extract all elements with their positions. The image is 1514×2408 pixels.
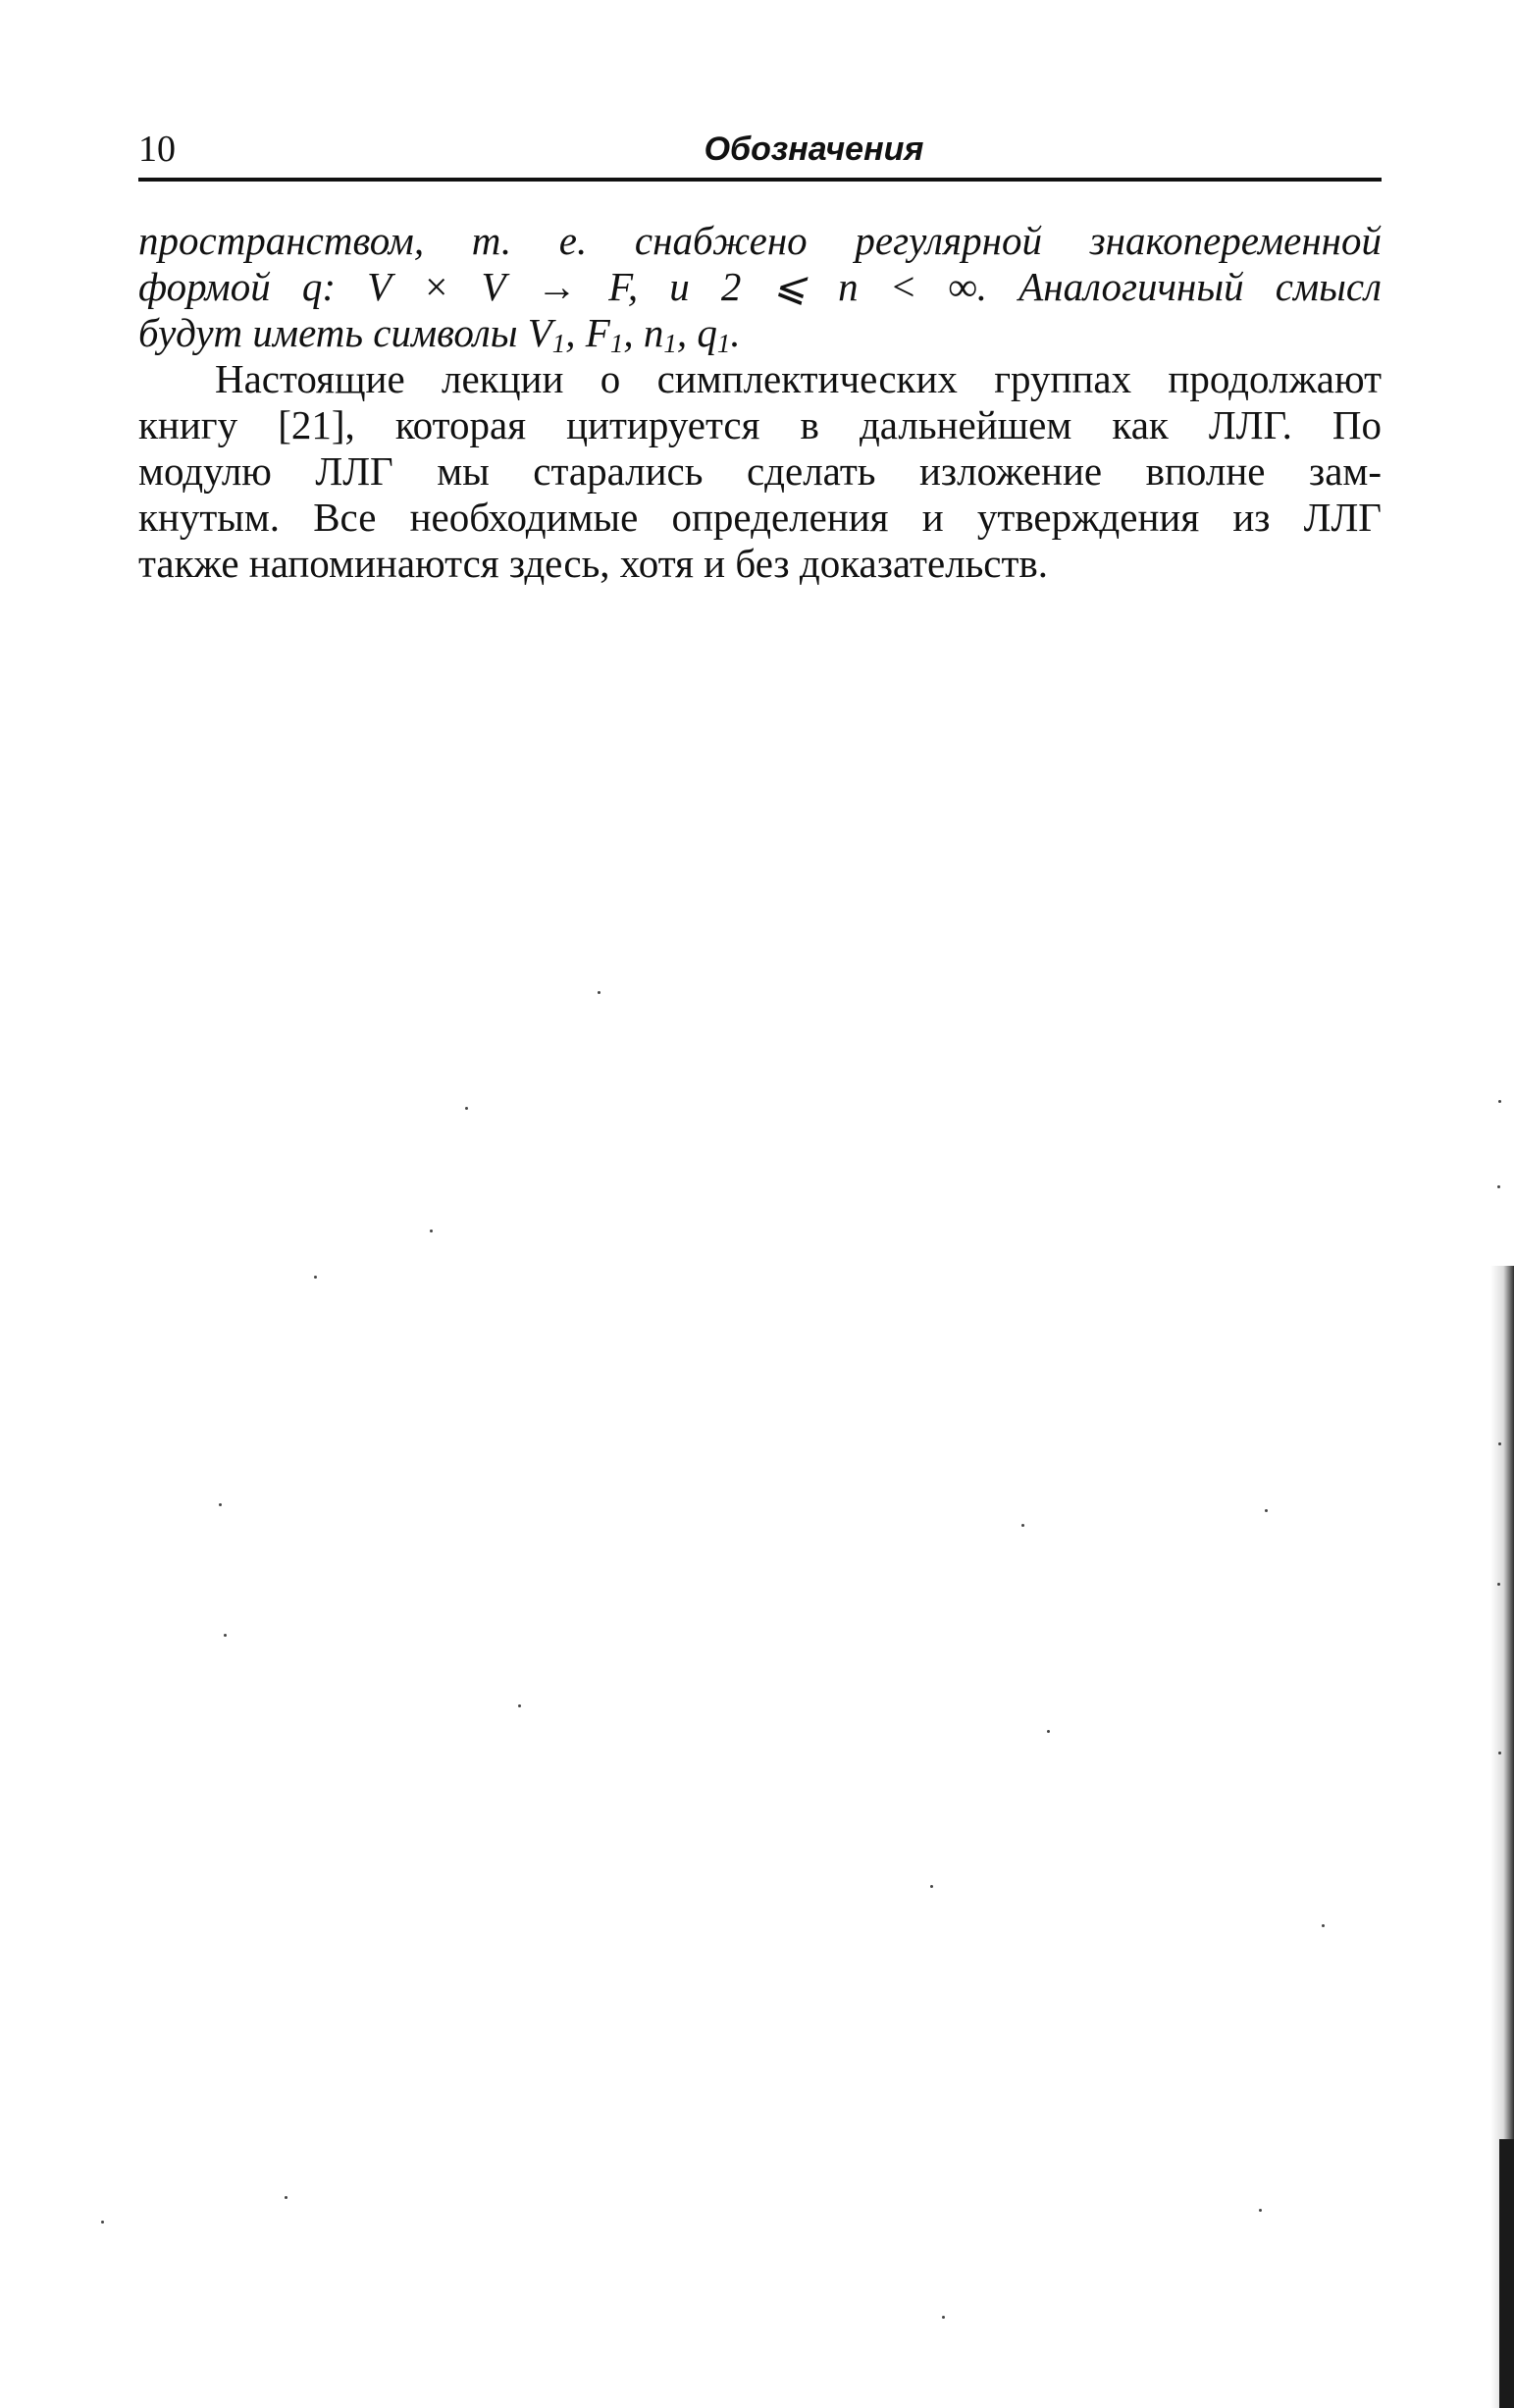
scan-speck (430, 1230, 433, 1232)
symbol-n1: $n_1$ (643, 310, 677, 356)
text-line: книгу [21], которая цитируется в дальнейшем как ЛЛГ. По (138, 402, 1382, 447)
text-line: Настоящие лекции о симплектических группах продолжают (215, 356, 1382, 401)
scan-speck (1021, 1524, 1024, 1527)
scan-speck (930, 1885, 933, 1888)
text-line: пространством, т. е. снабжено регулярной знакопеременной (138, 218, 1382, 263)
paragraph-notation-continuation (138, 218, 1382, 356)
scan-speck (1047, 1730, 1050, 1733)
text-line: кнутым. Все необходимые определения и утверждения из ЛЛГ (138, 495, 1382, 540)
symbol-q1: $q_1$ (697, 310, 731, 356)
text-line: также напоминаются здесь, хотя и без доказательств. (138, 541, 1049, 586)
running-head (138, 126, 1382, 173)
scan-speck (518, 1704, 521, 1707)
symbol-v1: $V_1$ (527, 310, 566, 356)
scan-speck (1259, 2209, 1262, 2212)
scan-speck (101, 2221, 104, 2224)
scan-speck (1497, 1185, 1500, 1188)
text-fragment: будут иметь символы (138, 310, 528, 355)
text-line: модулю ЛЛГ мы старались сделать изложение вполне зам- (138, 448, 1382, 494)
paragraph-introduction (138, 356, 1382, 587)
scan-speck (224, 1634, 227, 1637)
scan-speck (1322, 1924, 1325, 1927)
scan-speck (285, 2196, 287, 2199)
scan-speck (598, 991, 600, 994)
scan-speck (1265, 1509, 1268, 1512)
text-line: будут иметь символы $V_1$, $F_1$, $n_1$, $q_1$. (138, 310, 741, 356)
running-title: Обозначения (704, 131, 924, 168)
page-edge-binding (1499, 2139, 1514, 2408)
scan-speck (465, 1107, 468, 1110)
scan-speck (942, 2316, 945, 2319)
scan-speck (1498, 1100, 1501, 1103)
body-text (138, 218, 1382, 587)
page-number: 10 (138, 129, 176, 170)
scan-speck (219, 1503, 222, 1506)
scan-speck (314, 1276, 317, 1279)
text-line: формой q: V × V → F, и 2 ⩽ n < ∞. Аналогичный смысл (138, 264, 1382, 309)
symbol-f1: $F_1$ (585, 310, 624, 356)
header-rule (138, 178, 1382, 182)
